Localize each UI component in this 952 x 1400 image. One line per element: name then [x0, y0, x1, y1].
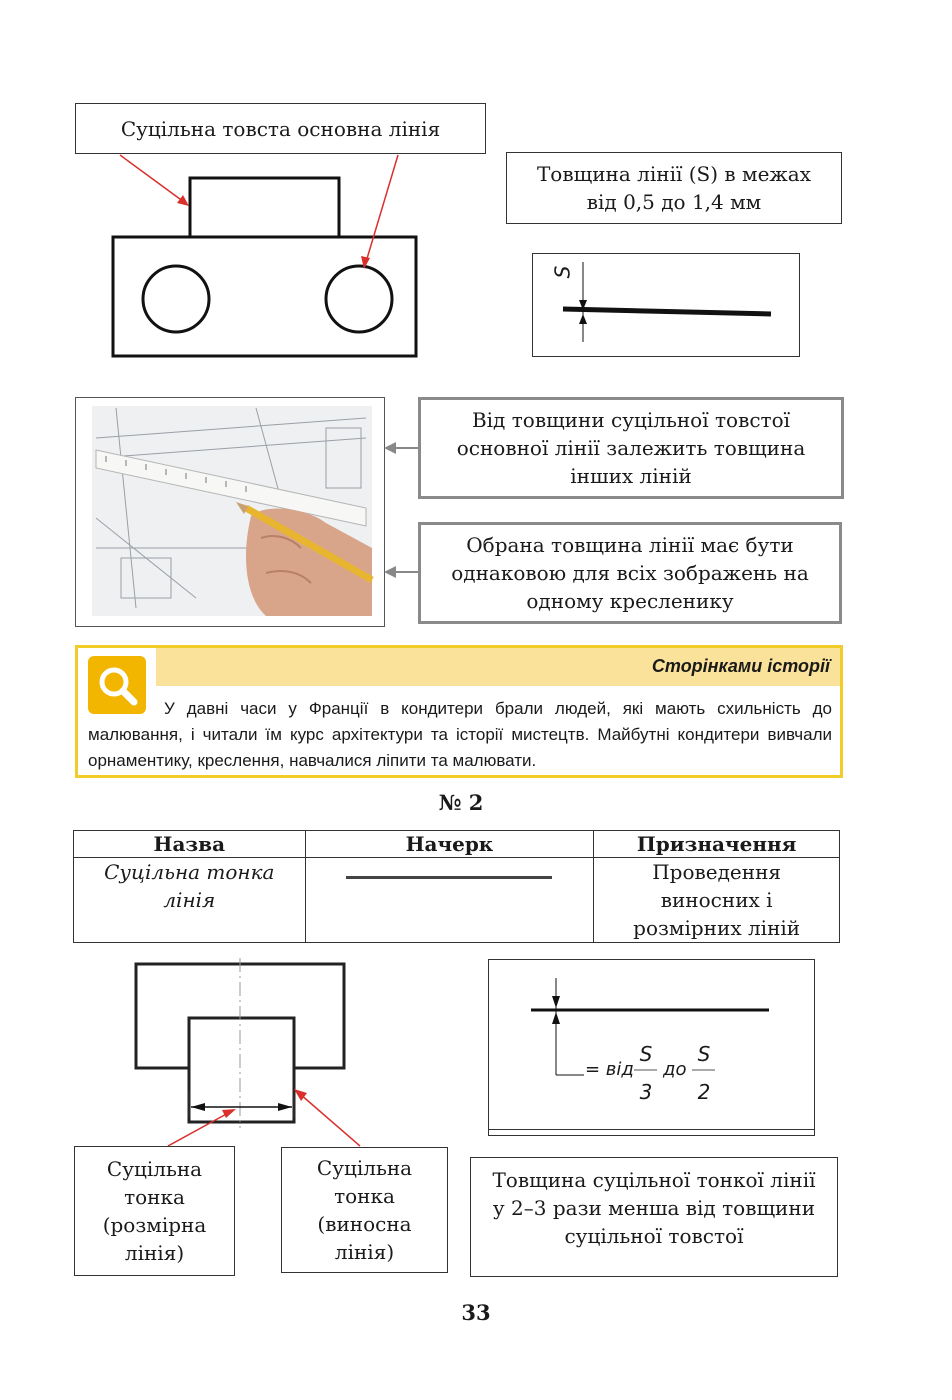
red-arrow-dimension: [168, 1112, 230, 1146]
thin-line-note: [470, 1157, 838, 1277]
section-number: № 2: [438, 790, 484, 815]
drafting-photo-illustration: [76, 398, 384, 626]
history-box: [75, 645, 843, 778]
note-thickness-depends-text: Від товщини суцільної товстої основної лінії залежить товщина інших ліній: [456, 408, 806, 488]
history-title: Сторінками історії: [651, 656, 830, 676]
formula-mid: до: [663, 1059, 687, 1080]
header-purpose: Призначення: [594, 831, 840, 858]
history-header-bar: [156, 648, 840, 686]
thickness-sample-frame: [532, 253, 800, 357]
red-arrow-left: [120, 155, 184, 202]
thin-line-sample: [346, 876, 552, 879]
page-number: 33: [461, 1300, 491, 1325]
formula-frac1-num: S: [639, 1042, 653, 1066]
line-types-table: [73, 830, 840, 943]
note-thickness-depends: [418, 397, 844, 499]
drawing-top-block: [190, 178, 339, 237]
note-same-thickness: [418, 522, 842, 624]
cell-sketch: [305, 858, 594, 943]
thickness-note: [506, 152, 842, 224]
formula-frac2-num: S: [697, 1042, 711, 1066]
formula-frac1-den: 3: [639, 1080, 653, 1104]
note-same-thickness-text: Обрана товщина лінії має бути однаковою для всіх зображень на одному кресленику: [451, 533, 809, 613]
table-header-row: [74, 831, 840, 858]
thin-line-drawing: [0, 950, 470, 1160]
formula-frame-underline: [489, 1129, 814, 1130]
cell-purpose: Проведення виносних і розмірних ліній: [594, 858, 840, 943]
header-name: Назва: [74, 831, 306, 858]
table-row: [74, 858, 840, 943]
red-arrow-extension: [300, 1094, 360, 1146]
drawing-base-block: [113, 237, 416, 356]
callout-main-line-text: Суцільна товста основна лінія: [120, 116, 441, 141]
thin-line-note-text: Товщина суцільної тонкої лінії у 2–3 рази менша від товщини суцільної товстої: [492, 1168, 816, 1248]
label-dimension-line: [74, 1146, 235, 1276]
red-arrowhead-left: [177, 195, 189, 206]
red-arrow-right: [366, 155, 398, 262]
label-dimension-line-text: Суцільна тонка (розмірна лінія): [102, 1157, 207, 1265]
label-extension-line: [281, 1147, 448, 1273]
header-sketch: Начерк: [305, 831, 594, 858]
cell-name: Суцільна тонка лінія: [74, 858, 306, 943]
formula-prefix: = від: [585, 1059, 634, 1080]
s-label: S: [550, 265, 575, 279]
drawing-inner-shape: [189, 1018, 294, 1068]
drawing-right-circle: [326, 266, 392, 332]
formula-frac2-den: 2: [697, 1080, 711, 1104]
formula-frame: [488, 959, 815, 1136]
history-text: У давні часи у Франції в кондитери брали людей, які мають схильність до малювання, і читали їм курс архітектури та історії мистецтв. Майбутні кондитери вивчали орнаментику, креслення, навчалися ліпити та малювати.: [88, 699, 832, 770]
label-extension-line-text: Суцільна тонка (виносна лінія): [316, 1156, 413, 1264]
drafting-photo: [75, 397, 385, 627]
thickness-note-text: Товщина лінії (S) в межах від 0,5 до 1,4 мм: [536, 162, 812, 214]
drawing-left-circle: [143, 266, 209, 332]
